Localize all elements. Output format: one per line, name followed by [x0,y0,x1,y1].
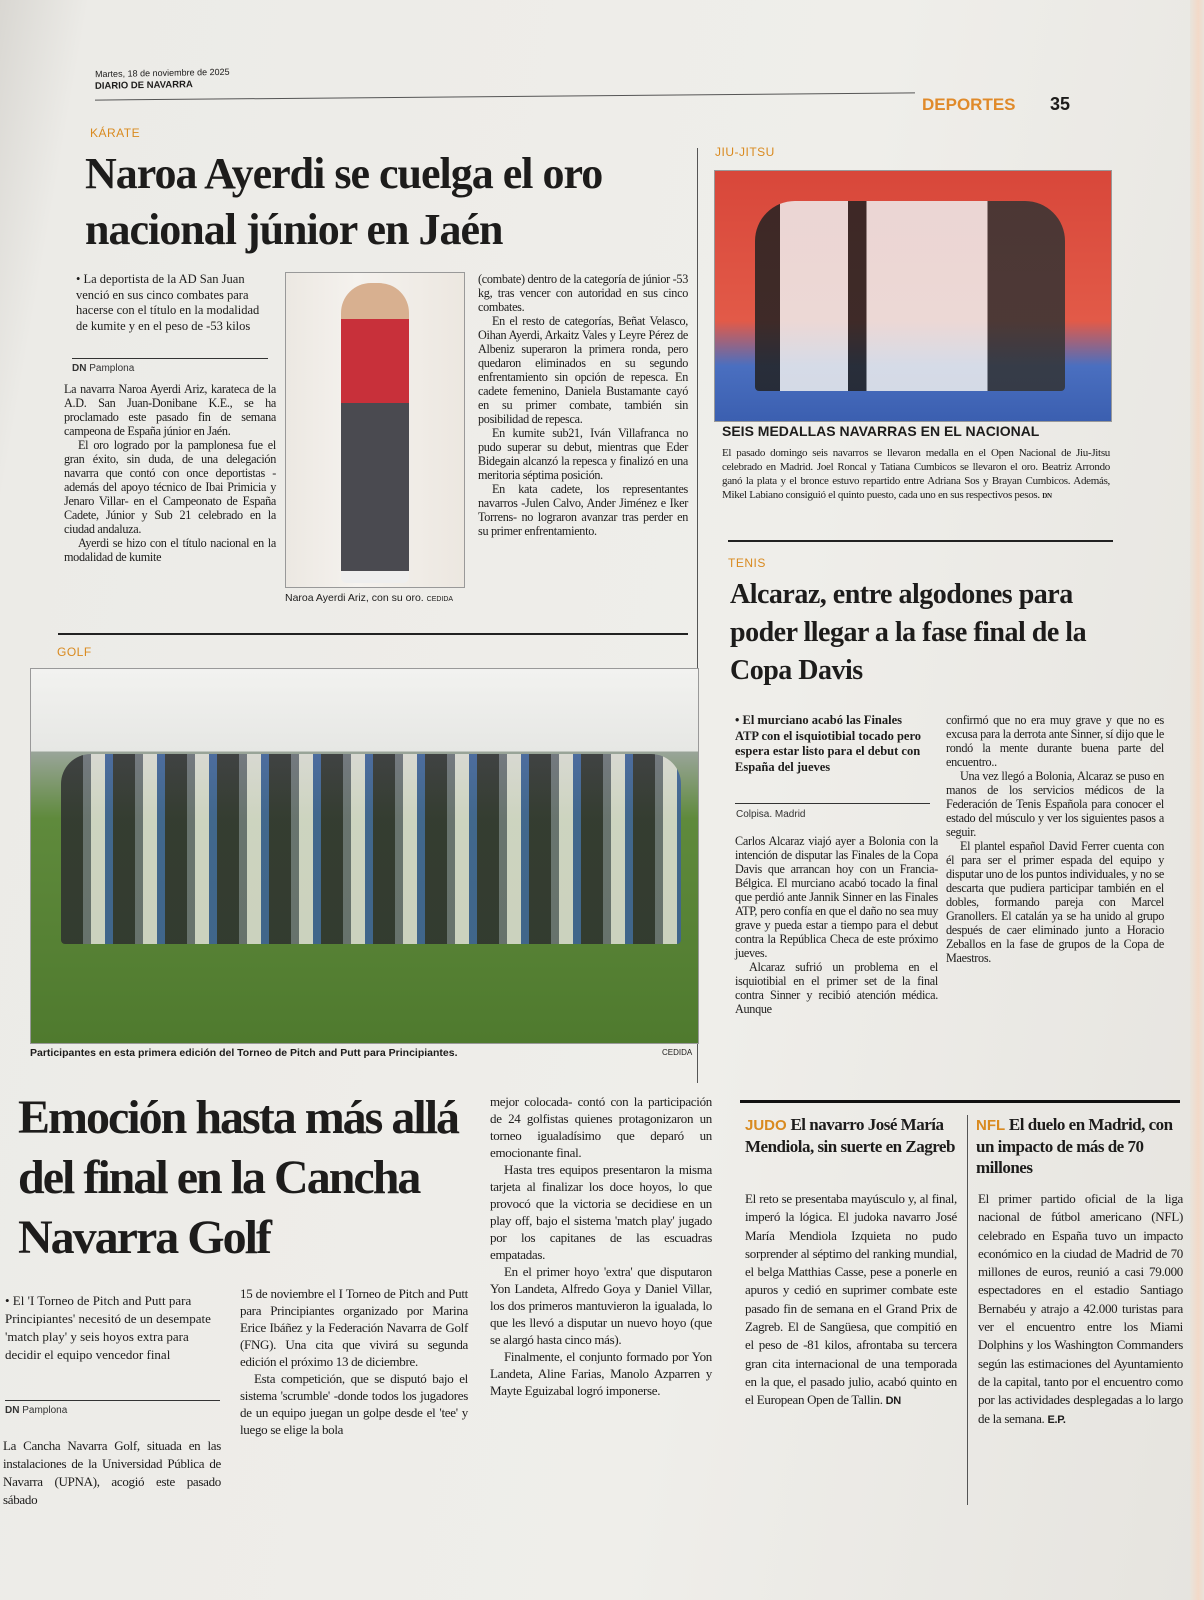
paragraph: Ayerdi se hizo con el título nacional en la modalidad de kumite [64,536,276,564]
paragraph: En kata cadete, los representantes navarros -Julen Calvo, Ander Jiménez e Iker Torrens- no lograron avanzar tras perder en su primer enfrentamiento. [478,482,688,538]
golf-photo-caption: Participantes en esta primera edición del Torneo de Pitch and Putt para Principiantes. [30,1047,458,1059]
paragraph: El oro logrado por la pamplonesa fue el gran éxito, sin duda, de una delegación navarra que contó con once deportistas -además del apoyo técnico de Ibai Primicia y Jenaro Villar- en el Campeonato de España Cadete, Júnior y Sub 21 celebrado en la ciudad andaluza. [64,438,276,536]
section-name: DEPORTES [922,95,1016,114]
tenis-byline: Colpisa. Madrid [736,809,806,820]
paragraph: Hasta tres equipos presentaron la misma tarjeta al finalizar los doce hoyos, lo que provocó que la victoria se decidiese en un play off, bajo el sistema 'match play' jugado por los capitanes de las escuadras empatadas. [490,1162,712,1262]
jiujitsu-photo-title: SEIS MEDALLAS NAVARRAS EN EL NACIONAL [722,423,1040,439]
paragraph: En kumite sub21, Iván Villafranca no pudo superar su debut, mientras que Eder Bidegain alcanzó la repesca y finalizó en una meritoria séptima posición. [478,426,688,482]
jiujitsu-photo [714,170,1112,422]
karate-byline [72,363,134,374]
golf-col2 [240,1285,468,1438]
karate-col3 [478,272,688,538]
golf-label: GOLF [57,645,92,659]
karate-byline-rule [72,358,268,359]
athlete-figure [341,283,409,583]
golf-byline-rule [5,1400,220,1401]
byline-place: Pamplona [22,1405,68,1416]
paragraph: Esta competición, que se disputó bajo el sistema 'scrumble' -donde todos los jugadores de un equipo juegan un golpe desde el 'tee' y luego se elige la bola [240,1371,468,1437]
nfl-headline: El duelo en Madrid, con un impacto de más de 70 millones [976,1115,1173,1177]
byline-dn: DN [72,363,87,374]
signature: DN [885,1395,901,1408]
photo-credit: CEDIDA [426,596,454,603]
paragraph: 15 de noviembre el I Torneo de Pitch and Putt para Principiantes organizado por Marina Erice Ibáñez y la Federación Navarra de Golf (FNG). Una cita que vivirá su segunda edición el próximo 13 de diciembre. [240,1286,468,1369]
paragraph: confirmó que no era muy grave y que no es excusa para la derrota ante Sinner, sí dijo que le rondó la mente durante buena parte del encuentro.. [946,713,1165,769]
judo-headline: El navarro José María Mendiola, sin suerte en Zagreb [745,1115,955,1156]
karate-subhead: • La deportista de la AD San Juan venció en sus cinco combates para hacerse con el título en la modalidad de kumite y en el peso de -53 kilos [76,272,260,333]
golf-photo [30,668,699,1044]
paragraph: Una vez llegó a Bolonia, Alcaraz se puso en manos de los servicios médicos de la Federación de Tenis Española para conocer el estado del músculo y ver los siguientes pasos a seguir. [946,769,1164,839]
karate-label: KÁRATE [90,126,141,140]
signature: E.P. [1047,1413,1066,1426]
page-number: 35 [1050,94,1071,114]
judo-text [745,1190,957,1411]
paragraph: El plantel español David Ferrer cuenta con él para ser el primer espada del equipo y disputar uno de los puntos individuales, y no se descarta que pudiera participar también en el dobles, formando pareja con Marcel Granollers. El catalán ya se ha unido al grupo después de caer eliminado junto a Horacio Zeballos en la fase de grupos de la Copa de Maestros. [946,839,1164,965]
paragraph: La navarra Naroa Ayerdi Ariz, karateca de la A.D. San Juan-Donibane K.E., se ha proclamado este pasado fin de semana campeona de España júnior en Jaén. [64,382,276,438]
jiujitsu-text [722,446,1110,503]
golf-photo-credit: CEDIDA [662,1048,693,1057]
karate-col1 [64,382,276,564]
golf-col3 [490,1093,712,1399]
nfl-text [978,1190,1183,1429]
paragraph: En el resto de categorías, Beñat Velasco, Oihan Ayerdi, Arkaitz Vales y Leyre Pérez de Albeniz superaron la primera ronda, pero quedaron eliminados en su segundo enfrentamiento sin opción de repesca. En cadete femenino, Daniela Bustamante cayó en su primer combate, también sin posibilidad de repesca. [478,314,688,426]
tenis-headline: Alcaraz, entre algodones para poder llegar a la fase final de la Copa Davis [730,579,1087,686]
karate-photo [285,272,465,588]
caption-text: Naroa Ayerdi Ariz, con su oro. [285,592,424,604]
judo-headline-block [745,1114,960,1157]
golf-byline [5,1405,67,1416]
signature: DN [1042,492,1052,500]
karate-bottom-rule [58,633,688,635]
nfl-label: NFL [976,1117,1006,1134]
nfl-body: El primer partido oficial de la liga nacional de fútbol americano (NFL) celebrado en España tuvo un impacto económico en la ciudad de Madrid de 70 millones de euros, reunió a casi 79.000 espectadores en el estadio Santiago Bernabéu y atrajo a 42.000 turistas para ver el encuentro entre los Miami Dolphins y los Washington Commanders según las estimaciones del Ayuntamiento de la capital, tanto por el encuentro como por las actividades desplegadas a lo largo de la semana. [978,1191,1183,1426]
paper-name: DIARIO DE NAVARRA [94,79,193,92]
paragraph: Finalmente, el conjunto formado por Yon Landeta, Aline Farias, Manolo Azparren y Mayte Eguizabal logró imponerse. [490,1349,712,1398]
page-date: Martes, 18 de noviembre de 2025 [94,66,230,80]
briefs-top-rule [740,1100,1180,1103]
paragraph: En el primer hoyo 'extra' que disputaron Yon Landeta, Alfredo Goya y Daniel Villar, los dos primeros mantuvieron la igualada, lo que les llevó a disputar un nuevo hoyo (que se alargó hasta cinco más). [490,1264,712,1347]
briefs-divider [967,1115,968,1505]
byline-dn: DN [5,1405,20,1416]
paragraph: Alcaraz sufrió un problema en el isquiotibial en el primer set de la final contra Sinner y recibió atención médica. Aunque [735,960,938,1016]
page-edge [1190,0,1204,1600]
jiujitsu-body: El pasado domingo seis navarros se llevaron medalla en el Open Nacional de Jiu-Jitsu celebrado en Madrid. Joel Roncal y Tatiana Cumbicos se llevaron el oro. Beatriz Arrondo ganó la plata y el bronce estuvo repartido entre Adriana Sos y Brayan Cumbicos. Además, Mikel Labiano consiguió el quinto puesto, cada uno en sus respectivos pesos. [722,447,1110,501]
team-group [755,201,1065,391]
paragraph: (combate) dentro de la categoría de júnior -53 kg, tras vencer con autoridad en sus cinco combates. [478,272,688,314]
golf-headline: Emoción hasta más allá del final en la Cancha Navarra Golf [18,1091,459,1264]
karate-headline: Naroa Ayerdi se cuelga el oro nacional júnior en Jaén [85,149,603,254]
tenis-subhead: • El murciano acabó las Finales ATP con el isquiotibial tocado pero espera estar listo para el debut con España del jueves [735,713,922,774]
golf-subhead: • El 'I Torneo de Pitch and Putt para Principiantes' necesitó de un desempate 'match play' y seis hoyos extra para decidir el equipo vencedor final [5,1293,211,1362]
karate-photo-caption [285,592,470,604]
tenis-col2 [946,713,1164,965]
tenis-col1 [735,834,938,1016]
byline-place: Pamplona [89,363,135,374]
header-rule [95,92,915,100]
golf-col1 [3,1437,221,1509]
tenis-byline-rule [735,803,930,804]
judo-label: JUDO [745,1117,787,1134]
nfl-headline-block [976,1114,1184,1178]
paragraph: La Cancha Navarra Golf, situada en las instalaciones de la Universidad Pública de Navarra (UPNA), acogió este pasado sábado [3,1438,221,1507]
paragraph: Carlos Alcaraz viajó ayer a Bolonia con la intención de disputar las Finales de la Copa Davis que arrancan hoy con un Francia-Bélgica. El murciano acabó tocado la final que perdió ante Jannik Sinner en las Finales ATP, pero confía en que el daño no sea muy grave y pueda estar a tiempo para el debut contra la República Checa de este próximo jueves. [735,834,938,960]
golfers-group [61,754,681,944]
tenis-label: TENIS [728,556,766,570]
judo-body: El reto se presentaba mayúsculo y, al final, imperó la lógica. El judoka navarro José María Mendiola Izquieta no pudo sorprender al séptimo del ranking mundial, el belga Matthias Casse, pese a ponerle en apuros y cedió en suprimer combate este pasado fin de semana en el Grand Prix de Zagreb. El de Sangüesa, que compitió en el peso de -81 kilos, afrontaba su tercera gran cita internacional de una temporada en la que, el pasado julio, acabó quinto en el European Open de Tallin. [745,1191,957,1408]
jiujitsu-bottom-rule [728,540,1113,542]
jiujitsu-label: JIU-JITSU [715,145,775,159]
paragraph: mejor colocada- contó con la participación de 24 golfistas quienes protagonizaron un torneo igualadísimo que deparó un emocionante final. [490,1094,712,1160]
